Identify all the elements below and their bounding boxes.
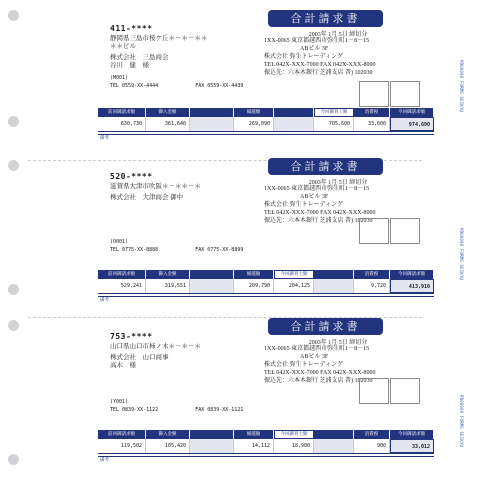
issuer-line: 株式会社 弥生トレーディング [264, 54, 343, 60]
table-cell: 529,241 [98, 279, 146, 293]
closing-date: 2003年 1月 5日 締切分 [308, 32, 368, 38]
contact-block [110, 398, 310, 414]
issuer-line: 振込先：六本木銀行 芝浦支店 普) 102030 [264, 70, 373, 76]
contact-block [110, 238, 310, 254]
address-line: 山口県山口市柿ノ木＊－＊－＊ [110, 343, 201, 350]
table-header-cell: 今回御買上額 [274, 270, 314, 279]
issuer-line: 振込先：六本木銀行 芝浦支店 普) 102030 [264, 378, 373, 384]
tel-number: TEL 0775-XX-8888 [110, 247, 159, 253]
issuer-block [264, 37, 424, 77]
seal-boxes [359, 218, 421, 244]
table-cell [274, 117, 314, 131]
punch-hole [8, 160, 19, 171]
table-header-cell: 今回御請求額 [390, 108, 434, 117]
issuer-line: ABビル 3F [264, 194, 329, 200]
table-header-cell: 御入金額 [146, 108, 190, 117]
punch-hole [8, 116, 19, 127]
closing-date: 2003年 1月 5日 締切分 [308, 340, 368, 346]
seal-box [390, 218, 420, 244]
table-header-cell [190, 270, 234, 279]
postal-code: 753-**** [110, 332, 153, 341]
recipient-block [110, 24, 260, 70]
contact-block [110, 74, 310, 90]
seal-boxes [359, 81, 421, 107]
table-header-cell [190, 430, 234, 439]
table-row [98, 117, 434, 132]
issuer-line: 株式会社 弥生トレーディング [264, 362, 343, 368]
total-cell: 33,012 [390, 439, 434, 453]
table-header-cell: 今回御請求額 [390, 270, 434, 279]
table-cell [314, 279, 354, 293]
invoice-title-stamp: 合計請求書 [268, 318, 383, 335]
table-header-cell: 消費税 [354, 430, 390, 439]
issuer-line: 1XX-0065 東京都越西市弥生町1－8－15 [264, 38, 370, 44]
table-header-cell: 御入金額 [146, 430, 190, 439]
issuer-line: 振込先：六本木銀行 芝浦支店 普) 102030 [264, 218, 373, 224]
table-header-cell [314, 270, 354, 279]
table-cell [190, 279, 234, 293]
side-mark: PD00000 FORMS SEIKYU [459, 228, 464, 281]
table-header-cell: 今回御買上額 [274, 430, 314, 439]
table-cell [190, 439, 234, 453]
fax-number: FAX 0559-XX-4439 [195, 83, 244, 89]
table-header-row [98, 108, 434, 117]
table-cell: 900 [354, 439, 390, 453]
address-line: ＊＊ビル [110, 43, 136, 50]
table-header-cell: 繰越額 [234, 430, 274, 439]
issuer-line: ABビル 3F [264, 46, 329, 52]
customer-code: (O001) [110, 239, 129, 245]
table-cell: 105,420 [146, 439, 190, 453]
issuer-line: 株式会社 弥生トレーディング [264, 202, 343, 208]
table-header-cell: 今回御買上額 [314, 108, 354, 117]
company-name: 株式会社 山口商事 [110, 354, 169, 361]
punch-hole [8, 320, 19, 331]
table-cell: 209,790 [234, 279, 274, 293]
tel-number: TEL 0559-XX-4444 [110, 83, 159, 89]
invoice-section-3 [28, 318, 430, 468]
remarks-label: 備考 [100, 136, 109, 141]
table-row [98, 439, 434, 454]
contact-row [110, 82, 310, 90]
remarks-area [98, 456, 434, 464]
invoice-section-2 [28, 158, 430, 308]
postal-code: 520-**** [110, 172, 153, 181]
tel-number: TEL 0839-XX-1122 [110, 407, 159, 413]
table-cell: 705,600 [314, 117, 354, 131]
table-header-cell: 消費税 [354, 108, 390, 117]
issuer-line: TEL 042X-XXX-7000 FAX 042X-XXX-8000 [264, 370, 376, 376]
contact-row [110, 246, 310, 254]
table-header-cell: 御入金額 [146, 270, 190, 279]
remarks-area [98, 134, 434, 142]
table-cell: 119,502 [98, 439, 146, 453]
table-header-cell: 前回御請求額 [98, 108, 146, 117]
company-name: 株式会社 三島商会 [110, 54, 169, 61]
table-header-cell [190, 108, 234, 117]
table-header-cell: 前回御請求額 [98, 270, 146, 279]
table-cell: 9,720 [354, 279, 390, 293]
table-cell: 361,640 [146, 117, 190, 131]
table-header-cell: 繰越額 [234, 108, 274, 117]
table-header-row [98, 430, 434, 439]
person-name: 谷川 健 様 [110, 62, 149, 69]
table-cell: 14,112 [234, 439, 274, 453]
customer-code: (Y001) [110, 399, 129, 405]
side-print-strip [458, 0, 466, 480]
issuer-line: ABビル 3F [264, 354, 329, 360]
seal-box [390, 81, 420, 107]
company-name: 株式会社 大津商会 御中 [110, 194, 184, 201]
table-cell [314, 439, 354, 453]
issuer-line: TEL 042X-XXX-7000 FAX 042X-XXX-8000 [264, 210, 376, 216]
table-header-cell: 前回御請求額 [98, 430, 146, 439]
table-row [98, 279, 434, 294]
postal-code: 411-**** [110, 24, 153, 33]
table-header-cell: 消費税 [354, 270, 390, 279]
recipient-block [110, 172, 260, 202]
address-line: 静岡県三島市桜ケ丘＊－＊－＊＊ [110, 35, 208, 42]
seal-box [359, 378, 389, 404]
table-header-row [98, 270, 434, 279]
closing-date: 2003年 1月 5日 締切分 [308, 180, 368, 186]
punch-hole [8, 284, 19, 295]
punch-hole [8, 454, 19, 465]
remarks-label: 備考 [100, 298, 109, 303]
amount-table [98, 430, 434, 454]
remarks-area [98, 296, 434, 304]
table-cell: 319,551 [146, 279, 190, 293]
person-name: 高木 様 [110, 362, 136, 369]
seal-box [359, 218, 389, 244]
fax-number: FAX 0775-XX-8899 [195, 247, 244, 253]
side-mark: PD00000 FORMS SEIKYU [459, 60, 464, 113]
punch-hole [8, 10, 19, 21]
amount-table [98, 108, 434, 132]
table-header-cell: 繰越額 [234, 270, 274, 279]
issuer-line: TEL 042X-XXX-7000 FAX 042X-XXX-8000 [264, 62, 376, 68]
total-cell: 413,910 [390, 279, 434, 293]
customer-code: (M001) [110, 75, 129, 81]
total-cell: 974,690 [390, 117, 434, 131]
table-cell: 630,730 [98, 117, 146, 131]
table-cell: 204,125 [274, 279, 314, 293]
table-header-cell: 今回御請求額 [390, 430, 434, 439]
invoice-section-1 [28, 10, 430, 158]
amount-table [98, 270, 434, 294]
issuer-line: 1XX-0065 東京都越西市弥生町1－8－15 [264, 346, 370, 352]
invoice-title-stamp: 合計請求書 [268, 10, 383, 27]
table-header-cell [274, 108, 314, 117]
side-mark: PD00000 FORMS SEIKYU [459, 395, 464, 448]
remarks-label: 備考 [100, 458, 109, 463]
table-header-cell [314, 430, 354, 439]
address-line: 滋賀県大津市吹阪＊－＊＊－＊ [110, 183, 201, 190]
recipient-block [110, 332, 260, 370]
seal-boxes [359, 378, 421, 404]
table-cell: 18,900 [274, 439, 314, 453]
contact-row [110, 406, 310, 414]
table-cell: 269,090 [234, 117, 274, 131]
table-cell: 33,600 [354, 117, 390, 131]
seal-box [390, 378, 420, 404]
seal-box [359, 81, 389, 107]
invoice-title-stamp: 合計請求書 [268, 158, 383, 175]
issuer-line: 1XX-0065 東京都越西市弥生町1－8－15 [264, 186, 370, 192]
punch-holes [8, 0, 22, 480]
table-cell [190, 117, 234, 131]
fax-number: FAX 0839-XX-1121 [195, 407, 244, 413]
